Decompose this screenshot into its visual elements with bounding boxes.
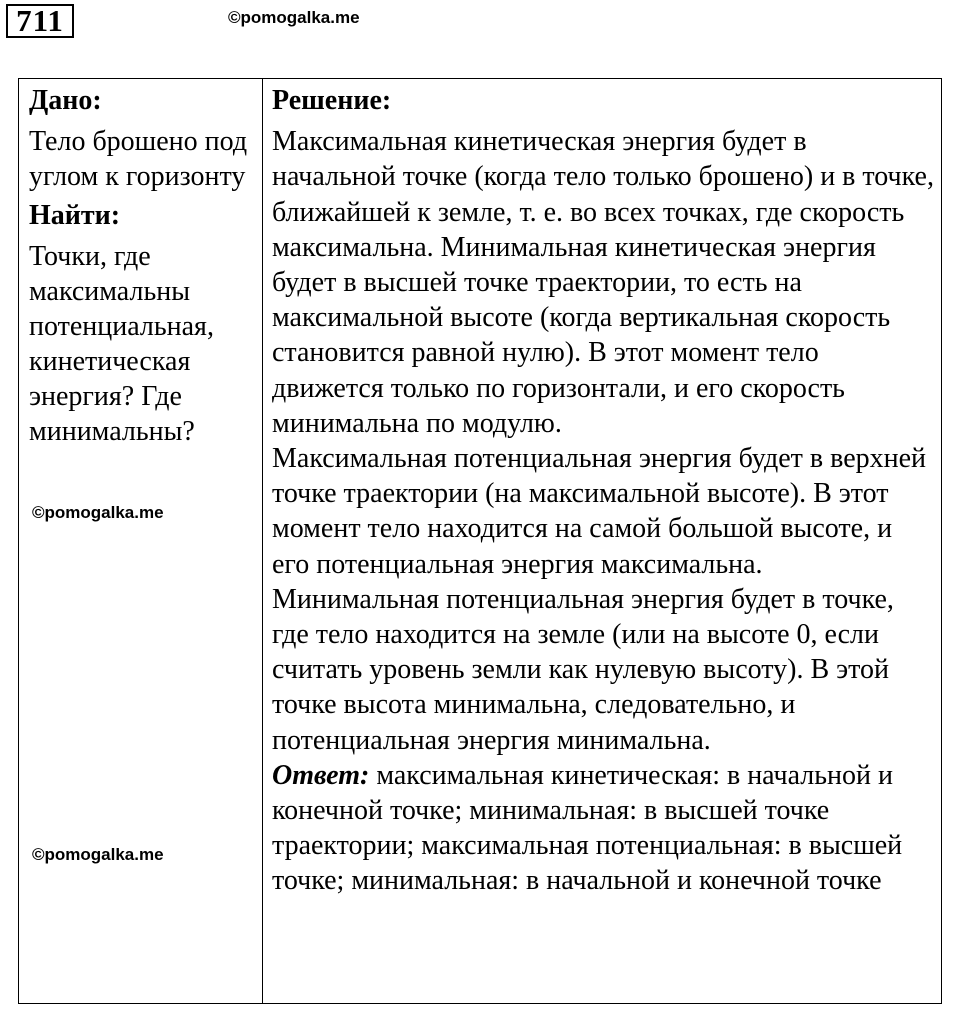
- given-text: Тело брошено под углом к горизонту: [29, 126, 248, 192]
- solution-heading: Решение:: [272, 85, 392, 116]
- answer: [272, 758, 936, 899]
- watermark-left-middle: ©pomogalka.me: [32, 503, 164, 522]
- answer-label: Ответ:: [272, 759, 370, 791]
- solution-column: [272, 83, 936, 899]
- given-find-column: [29, 83, 257, 449]
- solution-paragraph-kinetic: Максимальная кинетическая энергия будет в начальной точке (когда тело только брошено) и в точке, ближайшей к земле, т. е. во всех точках, где скорость максимальна. Минимальная кинетическая энергия будет в высшей точке траектории, то есть на максимальной высоте (когда вертикальная скорость становится равной нулю). В этот момент тело движется только по горизонтали, и его скорость минимальна по модулю.: [272, 126, 934, 439]
- solution-table: [18, 78, 942, 1004]
- watermark-top: ©pomogalka.me: [228, 8, 360, 27]
- watermark-left-bottom: ©pomogalka.me: [32, 845, 164, 864]
- given-heading: Дано:: [29, 85, 102, 116]
- answer-text: максимальная кинетическая: в начальной и конечной точке; минимальная: в высшей точке траектории; максимальная потенциальная: в высшей точке; минимальная: в начальной и конечной точке: [272, 759, 903, 897]
- column-divider: [262, 79, 263, 1003]
- find-heading: Найти:: [29, 200, 121, 231]
- find-text: Точки, где максимальны потенциальная, кинетическая энергия? Где минимальны?: [29, 241, 214, 447]
- solution-body: [272, 124, 936, 898]
- task-number: 711: [6, 4, 74, 38]
- solution-paragraph-potential: Максимальная потенциальная энергия будет в верхней точке траектории (на максимальной высоте). В этот момент тело находится на самой большой высоте, и его потенциальная энергия максимальна. Минимальная потенциальная энергия будет в точке, где тело находится на земле (или на высоте 0, если считать уровень земли как нулевую высоту). В этой точке высота минимальна, следовательно, и потенциальная энергия минимальна.: [272, 443, 927, 756]
